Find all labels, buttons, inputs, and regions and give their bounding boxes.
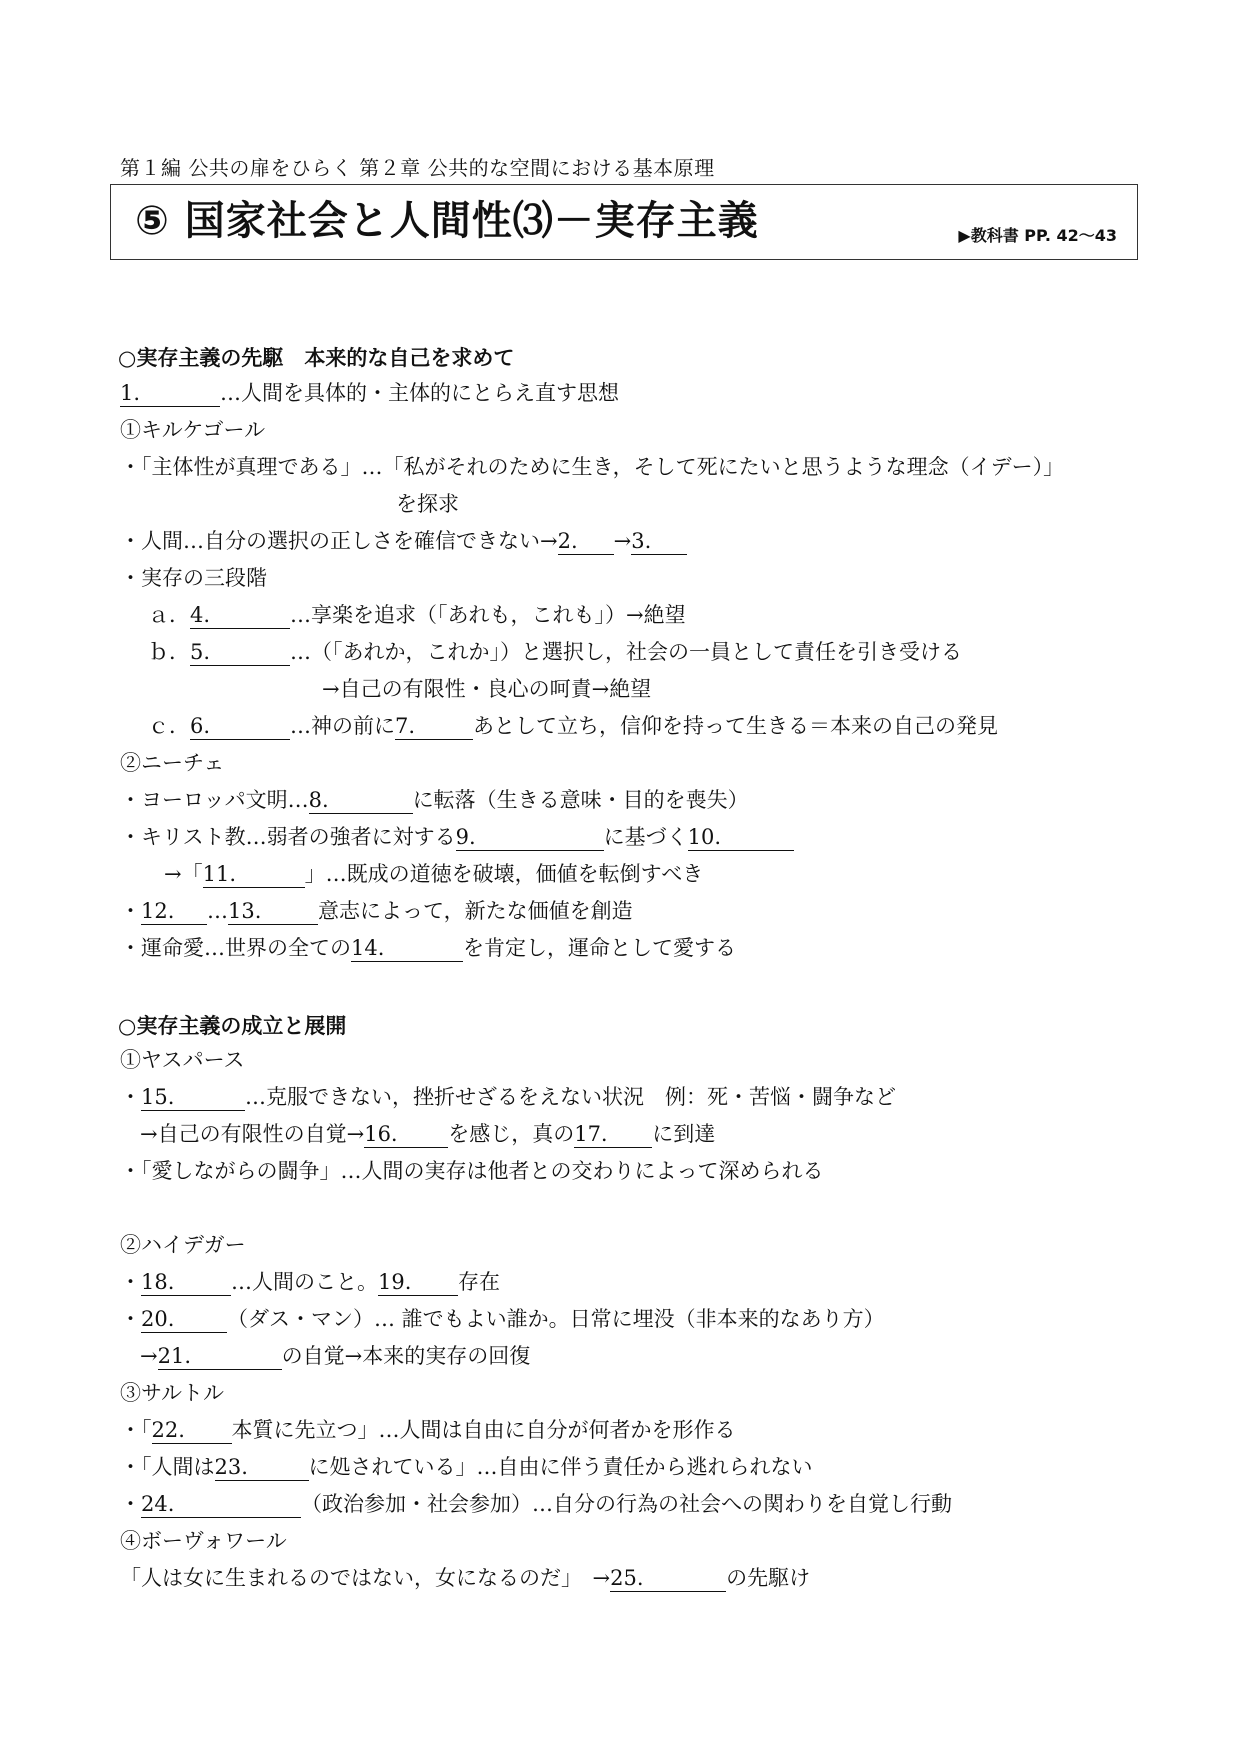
list-item bbox=[120, 1415, 736, 1445]
blank-17: 17. bbox=[574, 1121, 652, 1148]
line-text: →「 bbox=[164, 862, 203, 886]
line-text: … bbox=[207, 899, 228, 923]
subheading-jaspers: ①ヤスパース bbox=[120, 1048, 245, 1072]
line-text: ・「人間は bbox=[120, 1455, 215, 1479]
line-text: の先駆け bbox=[726, 1566, 811, 1590]
list-item bbox=[148, 600, 686, 630]
list-item bbox=[148, 637, 962, 667]
line-text: （政治参加・社会参加）…自分の行為の社会への関わりを自覚し行動 bbox=[301, 1492, 952, 1516]
blank-19: 19. bbox=[378, 1269, 458, 1296]
list-item bbox=[140, 1119, 715, 1149]
blank-18: 18. bbox=[141, 1269, 231, 1296]
list-item bbox=[120, 378, 619, 408]
subheading-kierkegaard: ①キルケゴール bbox=[120, 418, 266, 442]
blank-8: 8. bbox=[309, 787, 413, 814]
list-item bbox=[120, 1267, 500, 1297]
line-text: …神の前に bbox=[290, 714, 395, 738]
line-text: 存在 bbox=[458, 1270, 500, 1294]
list-item: ・「愛しながらの闘争」…人間の実存は他者との交わりによって深められる bbox=[120, 1159, 824, 1183]
blank-25: 25. bbox=[610, 1565, 726, 1592]
section-heading-development: ○実存主義の成立と展開 bbox=[118, 1014, 347, 1038]
breadcrumb: 第１編 公共の扉をひらく 第２章 公共的な空間における基本原理 bbox=[120, 156, 715, 180]
blank-12: 12. bbox=[141, 898, 207, 925]
section-heading-precursors: ○実存主義の先駆 本来的な自己を求めて bbox=[118, 346, 515, 370]
line-text: → bbox=[613, 529, 632, 553]
list-item: ・「主体性が真理である」…「私がそれのために生き，そして死にたいと思うような理念（イデー）」 bbox=[120, 455, 1065, 479]
blank-10: 10. bbox=[688, 824, 794, 851]
line-text: …（「あれか，これか」）と選択し，社会の一員として責任を引き受ける bbox=[290, 640, 962, 664]
list-item bbox=[120, 1304, 885, 1334]
line-text: あとして立ち，信仰を持って生きる＝本来の自己の発見 bbox=[473, 714, 998, 738]
blank-14: 14. bbox=[351, 935, 463, 962]
list-item bbox=[120, 822, 794, 852]
blank-21: 21. bbox=[158, 1343, 282, 1370]
line-text: に転落（生きる意味・目的を喪失） bbox=[412, 788, 749, 812]
line-text: …享楽を追求（「あれも，これも」）→絶望 bbox=[290, 603, 686, 627]
line-text: …克服できない，挫折せざるをえない状況 例：死・苦悩・闘争など bbox=[245, 1085, 896, 1109]
list-item: ・実存の三段階 bbox=[120, 566, 267, 590]
subheading-sartre: ③サルトル bbox=[120, 1381, 224, 1405]
line-text: を肯定し，運命として愛する bbox=[463, 936, 736, 960]
list-item bbox=[120, 1082, 896, 1112]
title-box bbox=[110, 184, 1138, 260]
line-text: ・ bbox=[120, 1492, 141, 1516]
subheading-beauvoir: ④ボーヴォワール bbox=[120, 1529, 287, 1553]
line-text: ａ． bbox=[148, 603, 190, 627]
blank-22: 22. bbox=[152, 1417, 232, 1444]
line-text: ・ bbox=[120, 1307, 141, 1331]
line-text: 本質に先立つ」…人間は自由に自分が何者かを形作る bbox=[231, 1418, 736, 1442]
line-text: を感じ，真の bbox=[448, 1122, 575, 1146]
line-text: に処されている」…自由に伴う責任から逃れられない bbox=[308, 1455, 813, 1479]
line-text: に基づく bbox=[603, 825, 688, 849]
list-item bbox=[164, 859, 703, 889]
line-text: （ダス・マン）… 誰でもよい誰か。日常に埋没（非本来的なあり方） bbox=[227, 1307, 885, 1331]
subheading-heidegger: ②ハイデガー bbox=[120, 1233, 246, 1257]
blank-6: 6. bbox=[190, 713, 290, 740]
blank-24: 24. bbox=[141, 1491, 301, 1518]
line-text: ・人間…自分の選択の正しさを確信できない→ bbox=[120, 529, 558, 553]
textbook-reference: ▶教科書 PP. 42〜43 bbox=[958, 226, 1117, 245]
line-text: 」…既成の道徳を破壊，価値を転倒すべき bbox=[304, 862, 704, 886]
blank-20: 20. bbox=[141, 1306, 227, 1333]
blank-3: 3. bbox=[631, 528, 687, 555]
line-text: ・キリスト教…弱者の強者に対する bbox=[120, 825, 456, 849]
line-text: …人間を具体的・主体的にとらえ直す思想 bbox=[220, 381, 619, 405]
blank-5: 5. bbox=[190, 639, 290, 666]
line-text: → bbox=[140, 1344, 158, 1368]
list-item bbox=[140, 1341, 530, 1371]
line-text: …人間のこと。 bbox=[231, 1270, 378, 1294]
list-item bbox=[120, 526, 687, 556]
blank-15: 15. bbox=[141, 1084, 245, 1111]
line-text: ・ヨーロッパ文明… bbox=[120, 788, 309, 812]
line-text: ｃ． bbox=[148, 714, 190, 738]
line-text: ・ bbox=[120, 899, 141, 923]
list-item: を探求 bbox=[396, 492, 459, 516]
list-item bbox=[120, 896, 633, 926]
blank-11: 11. bbox=[203, 861, 305, 888]
line-text: ｂ． bbox=[148, 640, 190, 664]
blank-9: 9. bbox=[456, 824, 604, 851]
line-text: ・運命愛…世界の全ての bbox=[120, 936, 351, 960]
list-item bbox=[120, 1489, 952, 1519]
subheading-nietzsche: ②ニーチェ bbox=[120, 751, 225, 775]
blank-2: 2. bbox=[558, 528, 614, 555]
list-item: →自己の有限性・良心の呵責→絶望 bbox=[322, 677, 652, 701]
list-item bbox=[148, 711, 998, 741]
line-text: の自覚→本来的実存の回復 bbox=[281, 1344, 531, 1368]
line-text: 「人は女に生まれるのではない，女になるのだ」 → bbox=[120, 1566, 611, 1590]
list-item bbox=[120, 933, 736, 963]
blank-7: 7. bbox=[395, 713, 473, 740]
line-text: 意志によって，新たな価値を創造 bbox=[318, 899, 633, 923]
line-text: ・ bbox=[120, 1085, 141, 1109]
list-item bbox=[120, 1563, 810, 1593]
line-text: ・ bbox=[120, 1270, 141, 1294]
blank-1: 1. bbox=[120, 380, 220, 407]
line-text: ・「 bbox=[120, 1418, 152, 1442]
page-title: ⑤ 国家社会と人間性⑶－実存主義 bbox=[135, 198, 759, 244]
line-text: →自己の有限性の自覚→ bbox=[140, 1122, 365, 1146]
blank-16: 16. bbox=[364, 1121, 448, 1148]
blank-4: 4. bbox=[190, 602, 290, 629]
line-text: に到達 bbox=[652, 1122, 716, 1146]
list-item bbox=[120, 1452, 813, 1482]
list-item bbox=[120, 785, 749, 815]
blank-23: 23. bbox=[215, 1454, 309, 1481]
blank-13: 13. bbox=[228, 898, 318, 925]
